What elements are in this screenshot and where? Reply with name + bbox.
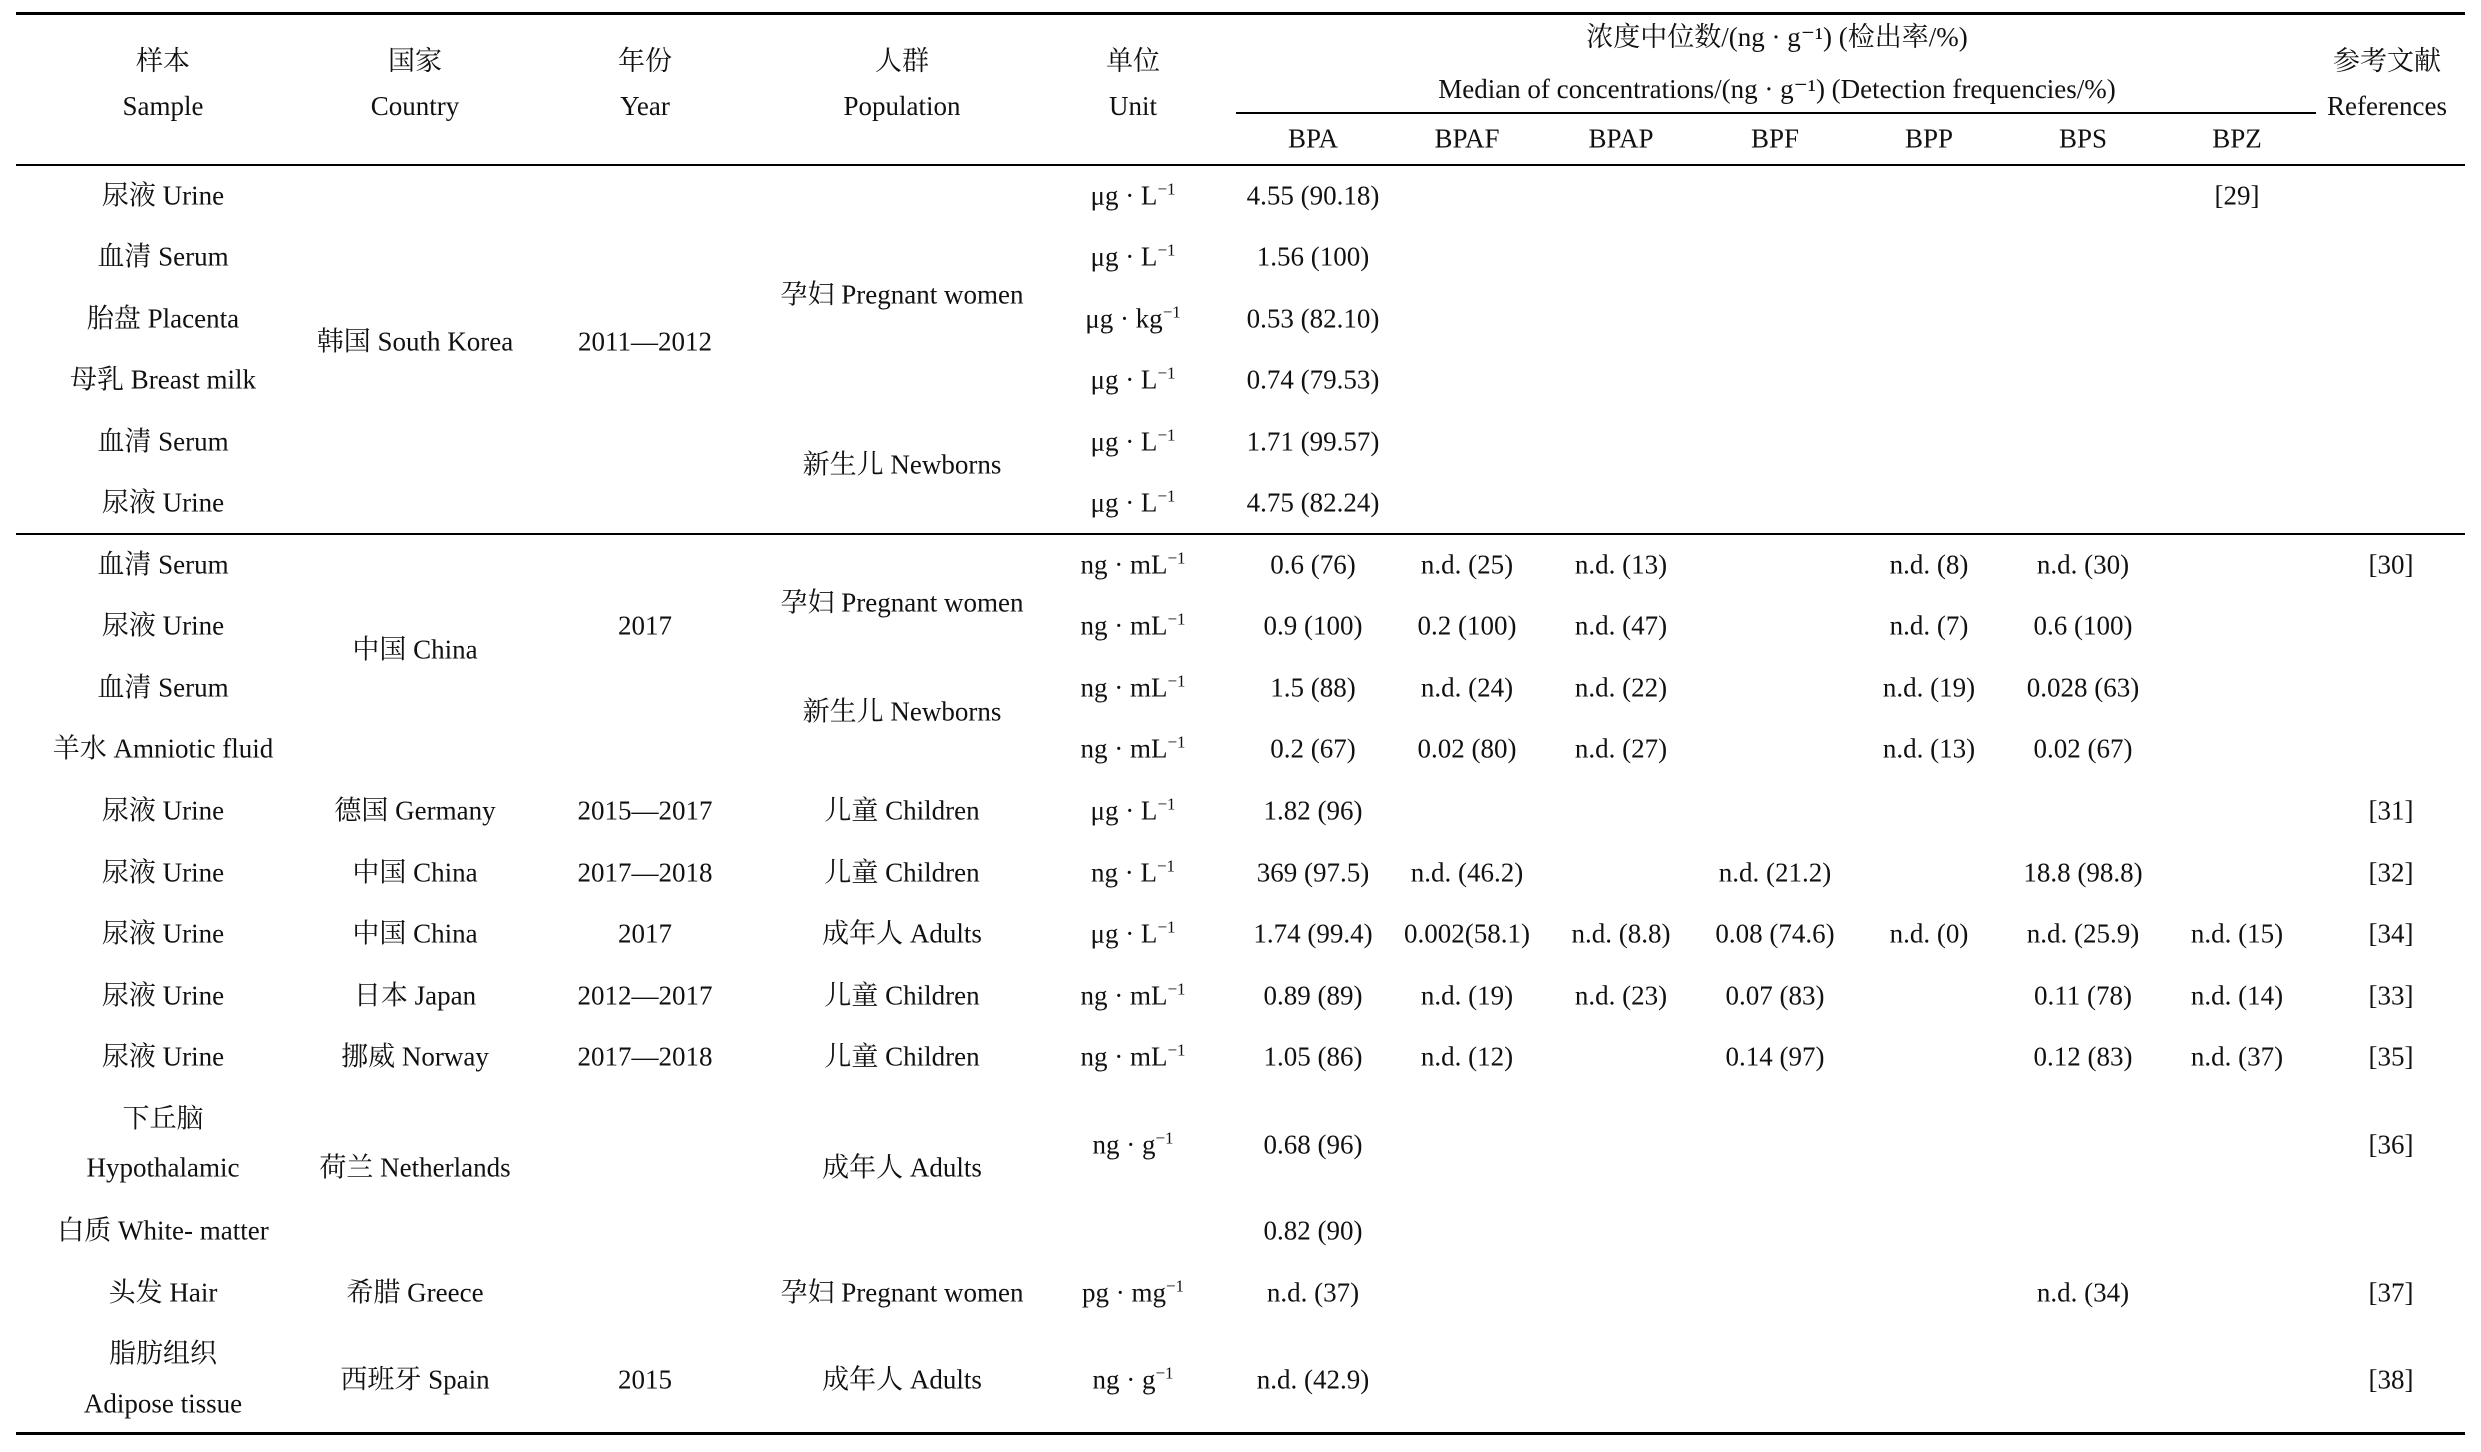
cell-bpap: n.d. (23): [1574, 980, 1668, 1011]
cell-bpap: n.d. (13): [1574, 549, 1668, 580]
cell-sample: 头发 Hair: [108, 1277, 218, 1308]
cell-unit: pg · $mg^{-1}$: [1081, 1276, 1185, 1308]
cell-country: 德国 Germany: [334, 795, 496, 826]
cell-country: 希腊 Greece: [346, 1277, 484, 1308]
cell-reference: [38]: [2368, 1364, 2414, 1395]
cell-sample: 白质 White- matter: [57, 1215, 269, 1246]
cell-bpaf: n.d. (25): [1420, 549, 1514, 580]
cell-bpa: n.d. (42.9): [1256, 1364, 1370, 1395]
cell-bpa: 0.82 (90): [1263, 1215, 1363, 1246]
header-bpa: BPA: [1287, 123, 1339, 154]
cell-year: 2017: [618, 918, 672, 949]
cell-population: 儿童 Children: [824, 795, 980, 826]
cell-year: 2017—2018: [577, 857, 713, 888]
cell-bpaf: 0.02 (80): [1417, 733, 1517, 764]
cell-sample: 尿液 Urine: [101, 918, 225, 949]
cell-unit: $\mu g \cdot L^{-1}$: [1090, 917, 1176, 949]
cell-sample: Hypothalamic: [86, 1152, 240, 1183]
cell-population: 成年人 Adults: [822, 1152, 982, 1183]
cell-bpa: 4.75 (82.24): [1246, 487, 1380, 518]
header-sample: 样本 Sample: [122, 46, 204, 121]
header-references: 参考文献 References: [2327, 46, 2447, 121]
cell-sample: 血清 Serum: [97, 672, 229, 703]
cell-bpa: 0.9 (100): [1263, 610, 1363, 641]
cell-bpz: n.d. (15): [2190, 918, 2284, 949]
cell-sample: 脂肪组织: [109, 1338, 217, 1369]
cell-year: 2017—2018: [577, 1041, 713, 1072]
header-bpap: BPAP: [1588, 123, 1654, 154]
header-bpp: BPP: [1904, 123, 1954, 154]
cell-country: 挪威 Norway: [341, 1041, 489, 1072]
cell-year: 2015—2017: [577, 795, 713, 826]
concentration-subheader-rule: [1236, 112, 2316, 114]
cell-unit: $\mu g \cdot L^{-1}$: [1090, 240, 1176, 272]
cell-population: 孕妇 Pregnant women: [780, 279, 1024, 310]
cell-country: 日本 Japan: [353, 980, 477, 1011]
header-year: 年份 Year: [618, 46, 672, 121]
cell-reference: [33]: [2368, 980, 2414, 1011]
header-concentration-zh: 浓度中位数/(ng · g⁻¹) (检出率/%): [1586, 22, 1968, 52]
cell-unit: $\mu g \cdot L^{-1}$: [1090, 425, 1176, 457]
header-unit: 单位 Unit: [1106, 46, 1160, 121]
cell-bps: 0.6 (100): [2033, 610, 2133, 641]
cell-bpp: n.d. (13): [1882, 733, 1976, 764]
cell-unit: ng · $mL^{-1}$: [1080, 979, 1186, 1011]
cell-bpa: 0.68 (96): [1263, 1129, 1363, 1160]
cell-bpa: 1.5 (88): [1270, 672, 1356, 703]
cell-reference: [36]: [2368, 1129, 2414, 1160]
cell-country: 韩国 South Korea: [316, 326, 514, 357]
cell-population: 孕妇 Pregnant women: [780, 1277, 1024, 1308]
cell-reference: [30]: [2368, 549, 2414, 580]
table-top-rule: [16, 12, 2465, 15]
header-bpz: BPZ: [2212, 123, 2262, 154]
cell-sample: 尿液 Urine: [101, 180, 225, 211]
cell-country: 中国 China: [352, 634, 478, 665]
cell-unit: $\mu g \cdot L^{-1}$: [1090, 179, 1176, 211]
cell-bpaf: n.d. (19): [1420, 980, 1514, 1011]
cell-bpa: n.d. (37): [1266, 1277, 1360, 1308]
cell-bpz: n.d. (37): [2190, 1041, 2284, 1072]
cell-reference: [37]: [2368, 1277, 2414, 1308]
cell-unit: ng · $g^{-1}$: [1092, 1128, 1174, 1160]
cell-population: 新生儿 Newborns: [802, 696, 1002, 727]
cell-bpaf: n.d. (12): [1420, 1041, 1514, 1072]
cell-population: 孕妇 Pregnant women: [780, 587, 1024, 618]
cell-unit: $\mu g \cdot L^{-1}$: [1090, 486, 1176, 518]
header-bpaf: BPAF: [1434, 123, 1500, 154]
cell-bps: 0.11 (78): [2034, 980, 2132, 1011]
header-bottom-rule: [16, 164, 2465, 166]
cell-population: 成年人 Adults: [822, 918, 982, 949]
cell-bpaf: 0.002(58.1): [1404, 918, 1530, 949]
cell-bpap: n.d. (8.8): [1571, 918, 1671, 949]
cell-sample: 尿液 Urine: [101, 980, 225, 1011]
cell-bpp: n.d. (8): [1889, 549, 1969, 580]
cell-bpa: 1.82 (96): [1263, 795, 1363, 826]
cell-sample: 血清 Serum: [97, 426, 229, 457]
cell-year: 2011—2012: [578, 326, 712, 357]
group-separator-rule: [16, 533, 2465, 535]
cell-bps: n.d. (30): [2036, 549, 2130, 580]
cell-sample: 羊水 Amniotic fluid: [52, 733, 274, 764]
cell-bpz: n.d. (14): [2190, 980, 2284, 1011]
cell-bpa: 0.74 (79.53): [1246, 364, 1380, 395]
cell-year: 2012—2017: [577, 980, 713, 1011]
cell-bpa: 0.2 (67): [1270, 733, 1356, 764]
cell-bpa: 1.05 (86): [1263, 1041, 1363, 1072]
cell-bpap: n.d. (22): [1574, 672, 1668, 703]
cell-bpap: n.d. (27): [1574, 733, 1668, 764]
cell-bps: 0.12 (83): [2033, 1041, 2133, 1072]
cell-bpp: n.d. (0): [1889, 918, 1969, 949]
cell-bpaf: 0.2 (100): [1417, 610, 1517, 641]
cell-bpa: 0.89 (89): [1263, 980, 1363, 1011]
cell-sample: 尿液 Urine: [101, 610, 225, 641]
cell-population: 成年人 Adults: [822, 1364, 982, 1395]
cell-unit: ng · $L^{-1}$: [1090, 856, 1176, 888]
cell-bpa: 0.53 (82.10): [1246, 303, 1380, 334]
cell-bpaf: n.d. (46.2): [1410, 857, 1524, 888]
cell-sample: 母乳 Breast milk: [70, 364, 256, 395]
cell-sample: 尿液 Urine: [101, 857, 225, 888]
cell-bpf: 0.08 (74.6): [1715, 918, 1835, 949]
cell-sample: 血清 Serum: [97, 549, 229, 580]
cell-country: 中国 China: [352, 918, 478, 949]
cell-bps: 0.028 (63): [2026, 672, 2140, 703]
cell-sample: 尿液 Urine: [101, 795, 225, 826]
cell-sample: 胎盘 Placenta: [86, 303, 240, 334]
cell-country: 中国 China: [352, 857, 478, 888]
cell-bps: 0.02 (67): [2033, 733, 2133, 764]
cell-bps: 18.8 (98.8): [2023, 857, 2143, 888]
cell-reference: [29]: [2214, 180, 2260, 211]
cell-year: 2015: [618, 1364, 672, 1395]
cell-reference: [34]: [2368, 918, 2414, 949]
cell-bpa: 0.6 (76): [1270, 549, 1356, 580]
cell-sample: 血清 Serum: [97, 241, 229, 272]
cell-bpaf: n.d. (24): [1420, 672, 1514, 703]
cell-bpf: n.d. (21.2): [1718, 857, 1832, 888]
cell-sample: 下丘脑: [122, 1103, 204, 1134]
cell-reference: [31]: [2368, 795, 2414, 826]
cell-bpa: 369 (97.5): [1256, 857, 1370, 888]
cell-population: 新生儿 Newborns: [802, 449, 1002, 480]
cell-bpa: 4.55 (90.18): [1246, 180, 1380, 211]
cell-bpa: 1.71 (99.57): [1246, 426, 1380, 457]
cell-population: 儿童 Children: [824, 857, 980, 888]
cell-unit: ng · $g^{-1}$: [1092, 1363, 1174, 1395]
cell-bpf: 0.07 (83): [1725, 980, 1825, 1011]
cell-year: 2017: [618, 610, 672, 641]
cell-population: 儿童 Children: [824, 980, 980, 1011]
cell-country: 荷兰 Netherlands: [319, 1152, 511, 1183]
cell-population: 儿童 Children: [824, 1041, 980, 1072]
header-bpf: BPF: [1750, 123, 1800, 154]
cell-bpp: n.d. (19): [1882, 672, 1976, 703]
cell-unit: $\mu g \cdot kg^{-1}$: [1085, 302, 1181, 334]
cell-unit: ng · $mL^{-1}$: [1080, 548, 1186, 580]
cell-reference: [35]: [2368, 1041, 2414, 1072]
header-bps: BPS: [2058, 123, 2108, 154]
cell-bps: n.d. (25.9): [2026, 918, 2140, 949]
cell-sample: 尿液 Urine: [101, 487, 225, 518]
cell-sample: Adipose tissue: [83, 1388, 243, 1419]
cell-bpf: 0.14 (97): [1725, 1041, 1825, 1072]
cell-bpap: n.d. (47): [1574, 610, 1668, 641]
cell-unit: ng · $mL^{-1}$: [1080, 609, 1186, 641]
cell-unit: $\mu g \cdot L^{-1}$: [1090, 363, 1176, 395]
cell-unit: $\mu g \cdot L^{-1}$: [1090, 794, 1176, 826]
cell-unit: ng · $mL^{-1}$: [1080, 732, 1186, 764]
cell-bpa: 1.74 (99.4): [1253, 918, 1373, 949]
cell-country: 西班牙 Spain: [340, 1364, 490, 1395]
cell-bpp: n.d. (7): [1889, 610, 1969, 641]
header-population: 人群 Population: [843, 46, 961, 121]
table-bottom-rule: [16, 1432, 2465, 1435]
cell-reference: [32]: [2368, 857, 2414, 888]
header-concentration-en: Median of concentrations/(ng · g⁻¹) (Detection frequencies/%): [1438, 74, 2116, 104]
cell-unit: ng · $mL^{-1}$: [1080, 671, 1186, 703]
cell-bpa: 1.56 (100): [1256, 241, 1370, 272]
cell-unit: ng · $mL^{-1}$: [1080, 1040, 1186, 1072]
cell-sample: 尿液 Urine: [101, 1041, 225, 1072]
cell-bps: n.d. (34): [2036, 1277, 2130, 1308]
header-country: 国家 Country: [370, 46, 460, 121]
